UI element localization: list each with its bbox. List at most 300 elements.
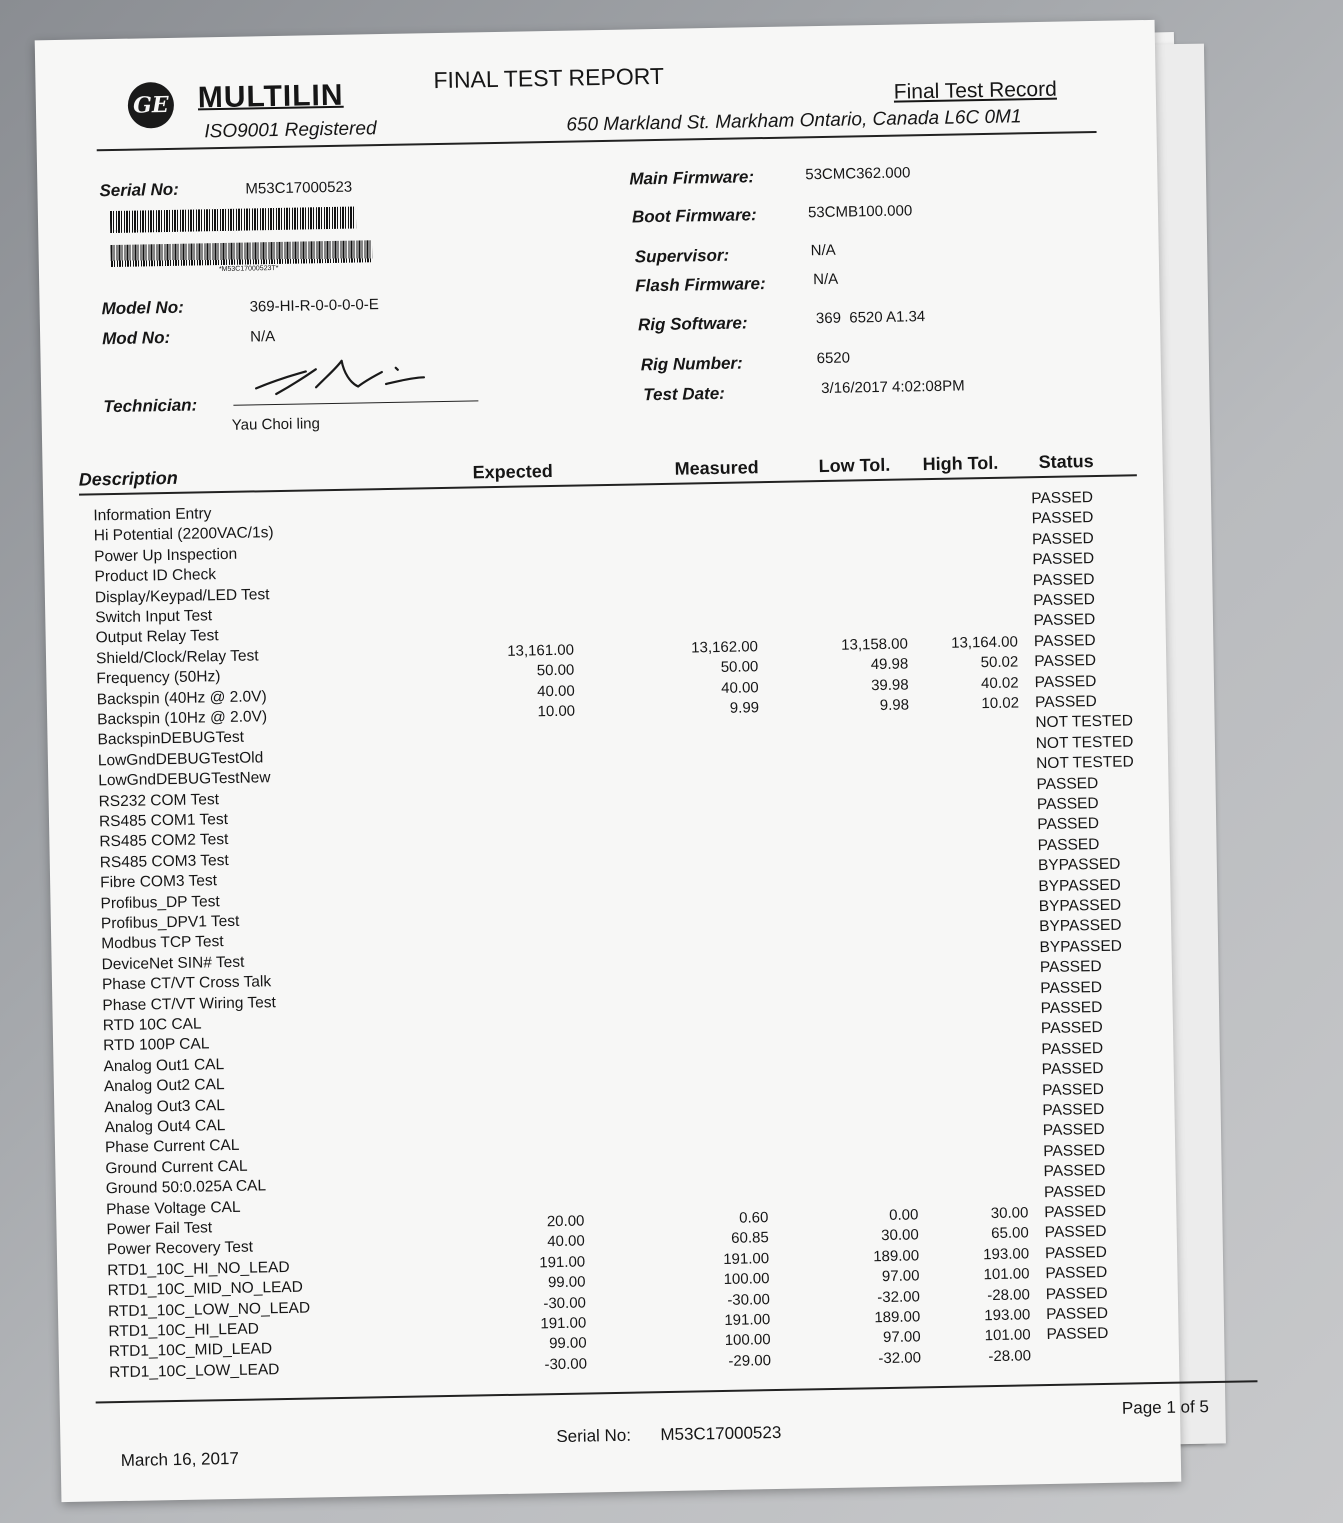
boot-fw-value: 53CMB100.000 [807, 202, 913, 222]
row-status: PASSED [1040, 1019, 1103, 1038]
row-measured [652, 883, 762, 885]
row-high-tol: 101.00 [984, 1326, 1031, 1345]
row-status: PASSED [1037, 835, 1100, 854]
row-low-tol [806, 1104, 916, 1106]
row-high-tol [913, 919, 1023, 921]
footer-serial-value: M53C17000523 [660, 1422, 782, 1445]
row-measured: -29.00 [728, 1351, 772, 1370]
row-description: RTD1_10C_MID_LEAD [108, 1340, 273, 1361]
row-low-tol [796, 513, 906, 515]
row-measured [647, 597, 757, 599]
row-high-tol [917, 1123, 1027, 1125]
row-low-tol [799, 717, 909, 719]
row-description: Output Relay Test [95, 627, 219, 647]
row-high-tol: 10.02 [981, 694, 1020, 713]
row-high-tol [911, 837, 1021, 839]
mod-label: Mod No: [102, 327, 171, 349]
row-description: Analog Out2 CAL [103, 1076, 225, 1096]
row-status: NOT TESTED [1035, 733, 1134, 752]
row-high-tol [910, 776, 1020, 778]
rig-num-value: 6520 [816, 349, 851, 368]
row-high-tol [914, 960, 1024, 962]
row-low-tol [800, 758, 910, 760]
row-description: Profibus_DPV1 Test [100, 912, 240, 933]
flash-fw-label: Flash Firmware: [635, 274, 766, 296]
row-high-tol [911, 817, 1021, 819]
row-description: Phase Voltage CAL [105, 1198, 241, 1218]
row-high-tol [918, 1184, 1028, 1186]
row-expected [472, 1090, 582, 1092]
row-measured [651, 822, 761, 824]
row-description: Shield/Clock/Relay Test [95, 647, 259, 668]
row-description: Display/Keypad/LED Test [94, 585, 270, 606]
row-expected [467, 825, 577, 827]
row-expected: 13,161.00 [507, 641, 575, 660]
row-low-tol [804, 1002, 914, 1004]
row-measured [650, 781, 760, 783]
row-description: Fibre COM3 Test [99, 872, 218, 892]
technician-name: Yau Choi ling [231, 415, 321, 434]
row-high-tol [910, 756, 1020, 758]
row-low-tol: 49.98 [870, 655, 909, 674]
row-high-tol: 101.00 [983, 1265, 1030, 1284]
row-measured [655, 1005, 765, 1007]
col-description: Description [78, 467, 178, 490]
row-description: Power Fail Test [106, 1219, 213, 1239]
row-low-tol [797, 615, 907, 617]
row-low-tol [801, 798, 911, 800]
row-high-tol [915, 1021, 1025, 1023]
row-expected [471, 1029, 581, 1031]
row-low-tol: 13,158.00 [841, 635, 909, 654]
row-low-tol [801, 819, 911, 821]
row-status: PASSED [1042, 1121, 1105, 1140]
row-low-tol [807, 1145, 917, 1147]
row-high-tol: -28.00 [988, 1347, 1032, 1365]
row-measured [656, 1107, 766, 1109]
row-status: PASSED [1041, 1060, 1104, 1079]
test-report-page [35, 20, 1210, 1502]
row-high-tol [906, 511, 1016, 513]
row-expected [474, 1172, 584, 1174]
brand-name: MULTILIN [197, 78, 344, 115]
rig-num-label: Rig Number: [640, 353, 743, 375]
col-low-tol: Low Tol. [818, 454, 891, 477]
technician-signature [246, 355, 447, 403]
row-expected [466, 784, 576, 786]
row-high-tol: 65.00 [991, 1224, 1029, 1243]
serial-value: M53C17000523 [245, 178, 353, 198]
row-measured [653, 944, 763, 946]
row-description: LowGndDEBUGTestOld [97, 749, 264, 770]
row-expected [472, 1111, 582, 1113]
row-low-tol [803, 921, 913, 923]
row-high-tol [913, 939, 1023, 941]
row-low-tol: 0.00 [889, 1206, 919, 1224]
row-description: RS485 COM1 Test [98, 810, 229, 831]
row-low-tol: 189.00 [874, 1308, 921, 1327]
row-description: Phase Current CAL [104, 1137, 240, 1157]
row-low-tol [806, 1064, 916, 1066]
record-label: Final Test Record [893, 77, 1058, 104]
row-status: BYPASSED [1039, 937, 1123, 956]
row-expected [470, 988, 580, 990]
row-measured [652, 862, 762, 864]
barcode-1 [110, 207, 356, 234]
col-status: Status [1038, 451, 1094, 473]
row-status: PASSED [1043, 1162, 1106, 1181]
row-status: PASSED [1032, 550, 1095, 569]
row-low-tol: 9.98 [879, 696, 910, 715]
row-measured: 0.60 [739, 1209, 769, 1227]
row-status: PASSED [1033, 611, 1096, 630]
row-high-tol [916, 1082, 1026, 1084]
row-expected [468, 886, 578, 888]
row-description: Power Recovery Test [106, 1238, 254, 1259]
row-expected: -30.00 [543, 1294, 587, 1312]
row-status: PASSED [1037, 815, 1100, 834]
row-high-tol [907, 592, 1017, 594]
row-status: PASSED [1044, 1202, 1107, 1222]
row-status: PASSED [1041, 1080, 1105, 1099]
row-measured [645, 495, 755, 497]
row-measured [658, 1189, 768, 1191]
barcode-2 [110, 240, 372, 267]
row-high-tol [914, 1000, 1024, 1002]
row-expected: 10.00 [537, 702, 576, 721]
row-measured: 60.85 [731, 1229, 769, 1248]
row-measured [647, 577, 757, 579]
row-measured [650, 760, 760, 762]
row-description: RS485 COM2 Test [99, 831, 229, 851]
row-expected: 99.00 [547, 1273, 586, 1292]
row-status: PASSED [1046, 1325, 1109, 1344]
row-description: Information Entry [93, 505, 212, 525]
row-measured [646, 556, 756, 558]
row-description: RTD1_10C_LOW_NO_LEAD [107, 1299, 311, 1320]
footer-serial-label: Serial No: [556, 1425, 632, 1447]
model-value: 369-HI-R-0-0-0-0-E [249, 296, 379, 316]
row-description: LowGndDEBUGTestNew [98, 769, 271, 790]
row-low-tol: 189.00 [873, 1247, 920, 1266]
col-high-tol: High Tol. [922, 452, 999, 475]
row-high-tol [907, 572, 1017, 574]
row-status: BYPASSED [1038, 876, 1121, 895]
row-measured [655, 1026, 765, 1028]
row-description: Phase CT/VT Cross Talk [101, 973, 272, 994]
row-measured: 191.00 [724, 1311, 771, 1329]
footer-date: March 16, 2017 [120, 1448, 240, 1471]
row-status: PASSED [1041, 1039, 1104, 1058]
rig-sw-label: Rig Software: [637, 313, 748, 335]
model-label: Model No: [101, 297, 184, 319]
row-status: PASSED [1039, 958, 1102, 977]
row-description: Power Up Inspection [94, 545, 238, 566]
row-status: BYPASSED [1038, 917, 1122, 936]
row-expected [466, 743, 576, 745]
row-high-tol [909, 715, 1019, 717]
row-low-tol [805, 1043, 915, 1045]
row-measured [658, 1168, 768, 1170]
test-date-label: Test Date: [643, 383, 726, 405]
row-measured: 9.99 [729, 699, 760, 717]
row-low-tol: 39.98 [870, 676, 909, 694]
row-high-tol: 30.00 [990, 1204, 1029, 1223]
row-expected [461, 499, 571, 501]
main-fw-value: 53CMC362.000 [805, 164, 911, 184]
row-description: RS485 COM3 Test [99, 851, 229, 872]
row-description: Ground Current CAL [105, 1157, 248, 1178]
row-high-tol [911, 796, 1021, 798]
row-high-tol: 13,164.00 [951, 633, 1019, 652]
ge-logo-icon: GE [127, 82, 174, 129]
row-description: Switch Input Test [95, 607, 213, 627]
row-status: PASSED [1031, 509, 1094, 528]
row-status: PASSED [1033, 631, 1096, 650]
row-measured [656, 1066, 766, 1068]
row-measured [647, 618, 757, 620]
row-status: PASSED [1043, 1141, 1106, 1160]
row-status: PASSED [1045, 1264, 1108, 1283]
row-expected: 40.00 [537, 682, 575, 700]
row-expected: 40.00 [547, 1232, 585, 1251]
row-expected: 191.00 [539, 1253, 586, 1272]
row-low-tol: -32.00 [878, 1349, 922, 1367]
row-status: PASSED [1034, 672, 1097, 691]
row-expected [463, 601, 573, 603]
row-description: RTD 100P CAL [102, 1035, 210, 1055]
row-measured [654, 964, 764, 966]
row-description: RTD1_10C_LOW_LEAD [108, 1360, 280, 1382]
row-expected [469, 927, 579, 929]
col-measured: Measured [674, 457, 759, 479]
row-expected [462, 539, 572, 541]
row-measured [657, 1148, 767, 1150]
row-measured: -30.00 [727, 1290, 771, 1309]
row-measured [657, 1128, 767, 1130]
row-high-tol: -28.00 [987, 1285, 1031, 1304]
row-low-tol: -32.00 [877, 1287, 921, 1306]
row-status: PASSED [1040, 978, 1103, 997]
row-expected [471, 1049, 581, 1051]
row-expected [469, 907, 579, 909]
row-high-tol [914, 980, 1024, 982]
row-expected: 20.00 [546, 1212, 585, 1231]
report-title: FINAL TEST REPORT [433, 62, 665, 94]
row-low-tol: 30.00 [881, 1226, 919, 1245]
supervisor-value: N/A [810, 241, 836, 260]
row-expected: 99.00 [548, 1334, 587, 1353]
row-measured [651, 801, 761, 803]
address: 650 Markland St. Markham Ontario, Canada L6C 0M1 [566, 106, 1022, 136]
row-low-tol [807, 1166, 917, 1168]
row-status: PASSED [1044, 1223, 1107, 1242]
flash-fw-value: N/A [813, 270, 839, 289]
row-status: BYPASSED [1038, 896, 1122, 916]
row-description: Hi Potential (2200VAC/1s) [93, 524, 274, 545]
barcode-caption: *M53C17000523T* [218, 264, 279, 274]
row-measured [655, 1046, 765, 1048]
row-description: DeviceNet SIN# Test [101, 953, 245, 974]
row-status: PASSED [1036, 795, 1099, 814]
row-status: PASSED [1036, 774, 1099, 793]
row-status: PASSED [1044, 1243, 1107, 1262]
row-expected [467, 805, 577, 807]
row-expected: 191.00 [540, 1314, 587, 1333]
row-expected [469, 947, 579, 949]
row-expected: -30.00 [544, 1355, 588, 1374]
row-low-tol [796, 554, 906, 556]
row-low-tol [800, 778, 910, 780]
serial-label: Serial No: [99, 179, 179, 201]
row-measured: 13,162.00 [691, 638, 759, 657]
row-low-tol [805, 1023, 915, 1025]
row-low-tol [802, 880, 912, 882]
row-status: PASSED [1042, 1100, 1105, 1120]
technician-label: Technician: [103, 395, 198, 417]
row-status: PASSED [1045, 1284, 1108, 1303]
row-measured [652, 842, 762, 844]
row-expected [468, 866, 578, 868]
row-expected [474, 1192, 584, 1194]
row-expected [463, 621, 573, 623]
registration: ISO9001 Registered [204, 118, 377, 143]
table-bottom-rule [96, 1380, 1258, 1403]
col-expected: Expected [472, 460, 553, 483]
row-expected [473, 1151, 583, 1153]
row-measured [653, 903, 763, 905]
row-low-tol [803, 900, 913, 902]
row-measured [654, 985, 764, 987]
row-status: PASSED [1031, 489, 1094, 508]
row-high-tol [912, 878, 1022, 880]
row-low-tol [802, 839, 912, 841]
row-low-tol [797, 594, 907, 596]
row-description: Profibus_DP Test [100, 892, 220, 912]
row-description: RTD1_10C_HI_LEAD [108, 1320, 259, 1341]
row-low-tol: 97.00 [882, 1328, 921, 1347]
row-status: NOT TESTED [1035, 712, 1134, 732]
row-expected [473, 1131, 583, 1133]
row-status: BYPASSED [1037, 855, 1121, 875]
row-high-tol [906, 531, 1016, 533]
row-high-tol [913, 898, 1023, 900]
row-measured [649, 720, 759, 722]
row-high-tol: 193.00 [983, 1245, 1030, 1264]
row-measured [653, 924, 763, 926]
row-low-tol [802, 860, 912, 862]
row-status: PASSED [1046, 1304, 1109, 1324]
row-high-tol [907, 613, 1017, 615]
row-low-tol [807, 1125, 917, 1127]
row-high-tol [910, 735, 1020, 737]
row-measured: 100.00 [723, 1270, 770, 1289]
row-measured [650, 740, 760, 742]
row-status: PASSED [1034, 652, 1097, 671]
row-status: NOT TESTED [1035, 753, 1134, 773]
row-high-tol [917, 1143, 1027, 1145]
row-status: PASSED [1034, 693, 1097, 712]
row-description: Analog Out1 CAL [103, 1055, 225, 1076]
row-low-tol [803, 941, 913, 943]
row-description: Product ID Check [94, 566, 217, 586]
row-measured: 50.00 [720, 658, 759, 677]
row-expected [471, 1009, 581, 1011]
row-status: PASSED [1040, 998, 1103, 1018]
row-expected [466, 764, 576, 766]
row-expected [468, 845, 578, 847]
row-measured: 191.00 [723, 1249, 770, 1268]
row-high-tol [905, 490, 1015, 492]
row-low-tol [795, 493, 905, 495]
row-low-tol: 97.00 [881, 1267, 920, 1286]
row-status: PASSED [1032, 591, 1096, 610]
row-description: Backspin (10Hz @ 2.0V) [97, 708, 268, 729]
supervisor-label: Supervisor: [634, 245, 730, 267]
table-header-rule [79, 474, 1137, 495]
mod-value: N/A [250, 328, 276, 346]
row-expected [463, 580, 573, 582]
row-expected [470, 968, 580, 970]
row-high-tol [915, 1041, 1025, 1043]
row-low-tol [804, 982, 914, 984]
row-description: RTD1_10C_HI_NO_LEAD [107, 1258, 290, 1280]
row-high-tol [917, 1164, 1027, 1166]
row-low-tol [804, 962, 914, 964]
row-measured: 100.00 [724, 1331, 771, 1350]
row-high-tol: 50.02 [980, 653, 1019, 672]
row-low-tol [808, 1186, 918, 1188]
row-low-tol [800, 737, 910, 739]
row-description: BackspinDEBUGTest [97, 729, 245, 749]
row-high-tol [912, 858, 1022, 860]
row-description: RS232 COM Test [98, 790, 220, 810]
row-status: PASSED [1043, 1182, 1106, 1201]
row-high-tol [916, 1062, 1026, 1064]
row-status: PASSED [1031, 529, 1094, 548]
row-description: Frequency (50Hz) [96, 668, 221, 688]
row-high-tol [916, 1102, 1026, 1104]
row-status: PASSED [1032, 570, 1095, 589]
row-low-tol [796, 533, 906, 535]
row-high-tol: 40.02 [980, 674, 1019, 692]
row-expected [462, 519, 572, 521]
row-expected [465, 723, 575, 725]
row-description: Analog Out4 CAL [104, 1117, 226, 1137]
row-expected: 50.00 [536, 661, 575, 680]
row-low-tol [806, 1084, 916, 1086]
boot-fw-label: Boot Firmware: [631, 205, 757, 227]
rig-sw-value: 369 6520 A1.34 [815, 308, 926, 328]
row-measured [646, 536, 756, 538]
row-expected [472, 1070, 582, 1072]
row-description: RTD1_10C_MID_NO_LEAD [107, 1278, 304, 1300]
row-description: Phase CT/VT Wiring Test [102, 993, 276, 1014]
row-measured: 40.00 [720, 678, 759, 697]
row-measured [646, 516, 756, 518]
row-low-tol [797, 574, 907, 576]
row-expected [462, 560, 572, 562]
test-date-value: 3/16/2017 4:02:08PM [821, 377, 965, 398]
row-description: RTD 10C CAL [102, 1015, 202, 1035]
row-description: Modbus TCP Test [101, 933, 224, 953]
row-high-tol: 193.00 [984, 1306, 1031, 1325]
row-description: Backspin (40Hz @ 2.0V) [96, 687, 267, 708]
main-fw-label: Main Firmware: [629, 167, 755, 189]
row-description: Ground 50:0.025A CAL [105, 1177, 267, 1198]
row-description: Analog Out3 CAL [104, 1096, 226, 1116]
row-measured [656, 1087, 766, 1089]
